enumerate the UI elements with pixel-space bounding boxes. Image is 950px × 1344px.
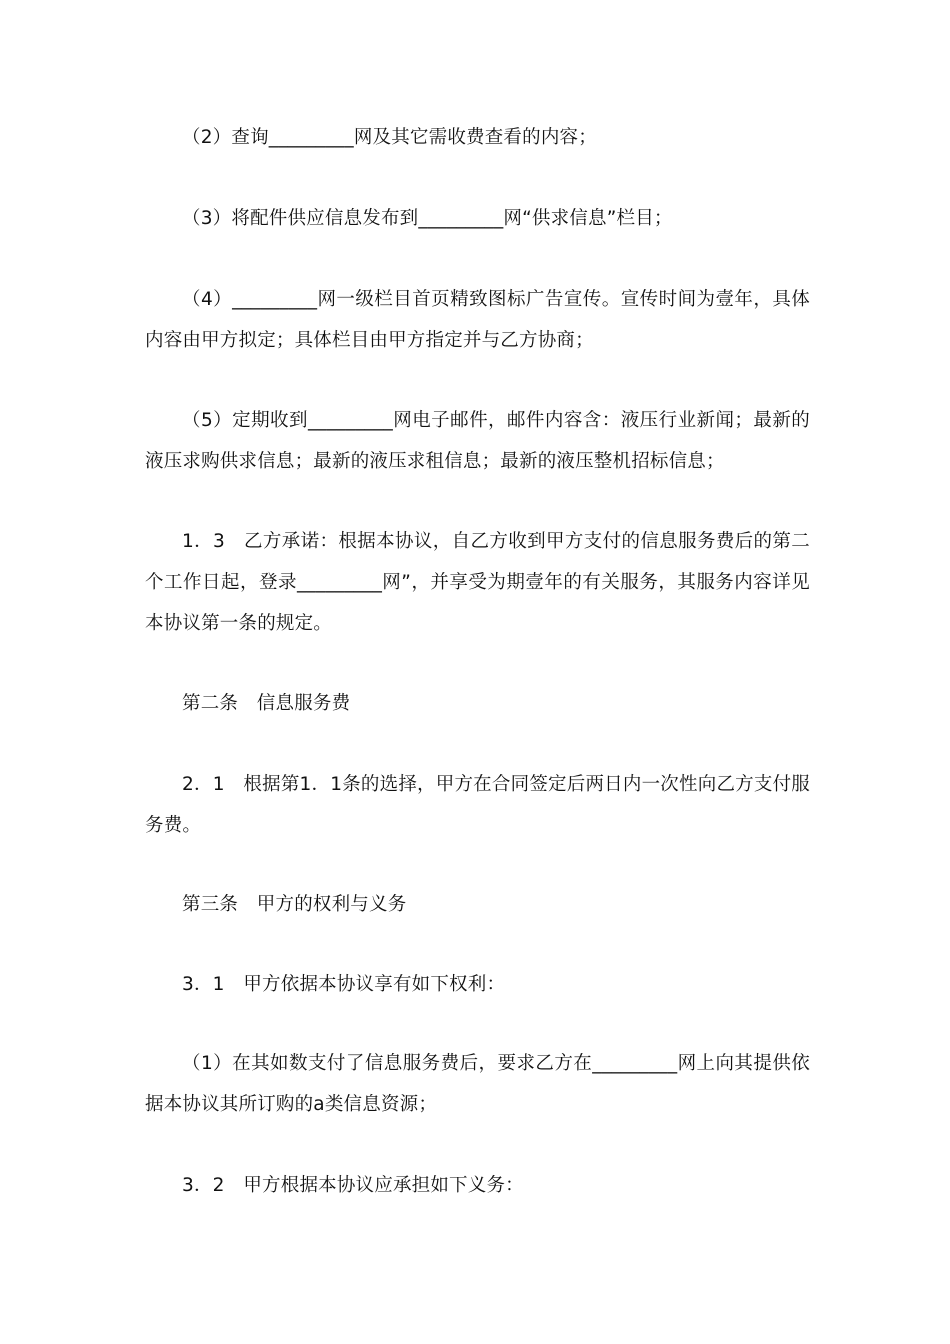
clause-3-1-item-1: （1）在其如数支付了信息服务费后，要求乙方在_________网上向其提供依据本协议其所订购的a类信息资源； [145, 1053, 810, 1115]
clause-3-2: 3．2 甲方根据本协议应承担如下义务： [182, 1175, 524, 1196]
clause-3-1: 3．1 甲方依据本协议享有如下权利： [182, 974, 506, 995]
clause-item-5: （5）定期收到_________网电子邮件，邮件内容含：液压行业新闻；最新的液压求购供求信息；最新的液压求租信息；最新的液压整机招标信息； [145, 410, 810, 472]
article-3-heading: 第三条 甲方的权利与义务 [182, 894, 407, 915]
clause-1-3: 1．3 乙方承诺：根据本协议，自乙方收到甲方支付的信息服务费后的第二个工作日起，登录_________网”，并享受为期壹年的有关服务，其服务内容详见本协议第一条的规定。 [145, 531, 810, 634]
article-2-heading: 第二条 信息服务费 [182, 693, 351, 714]
clause-item-3: （3）将配件供应信息发布到_________网“供求信息”栏目； [182, 208, 673, 229]
clause-item-4: （4）_________网一级栏目首页精致图标广告宣传。宣传时间为壹年，具体内容由甲方拟定；具体栏目由甲方指定并与乙方协商； [145, 289, 810, 351]
clause-item-2: （2）查询_________网及其它需收费查看的内容； [182, 127, 597, 148]
clause-2-1: 2．1 根据第1．1条的选择，甲方在合同签定后两日内一次性向乙方支付服务费。 [145, 774, 810, 836]
